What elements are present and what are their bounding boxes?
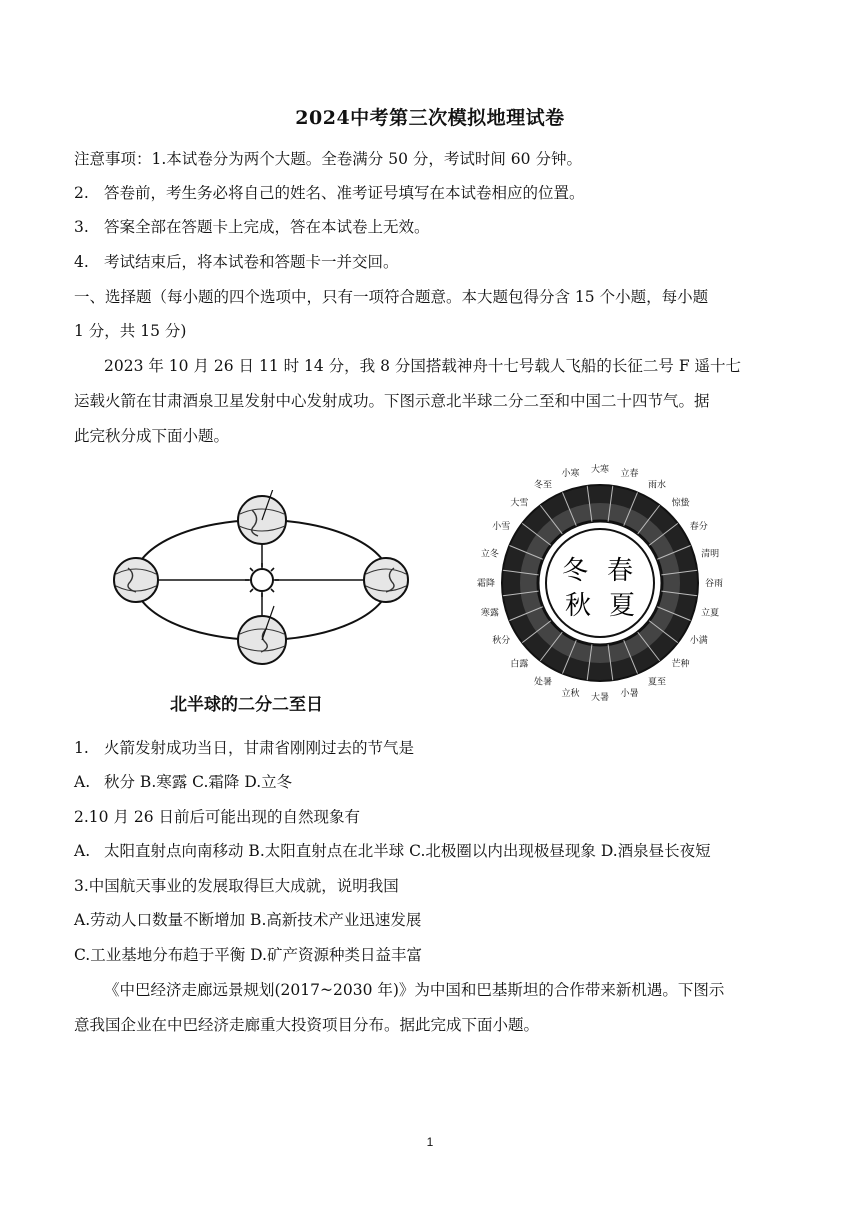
solar-term-label: 大雪 bbox=[510, 498, 529, 509]
notice-num-3: 3. bbox=[74, 218, 89, 236]
notice-num-4: 4. bbox=[74, 253, 89, 271]
q2-option-a-label: A. bbox=[74, 842, 91, 860]
section-heading-line-2: 1 分，共 15 分) bbox=[74, 322, 187, 340]
solar-term-label: 立春 bbox=[620, 468, 639, 479]
solar-term-label: 大寒 bbox=[590, 465, 610, 475]
solar-term-label: 芒种 bbox=[671, 659, 690, 670]
solar-term-label: 处暑 bbox=[533, 677, 553, 688]
solar-term-label: 小满 bbox=[689, 636, 708, 646]
figures-row bbox=[100, 452, 780, 732]
solar-term-label: 小雪 bbox=[492, 522, 511, 532]
notice-line-3 bbox=[74, 216, 430, 238]
solar-terms-wheel bbox=[470, 452, 730, 714]
orbit-diagram-caption: 北半球的二分二至日 bbox=[170, 695, 323, 715]
q3-line: 3.中国航天事业的发展取得巨大成就，说明我国 bbox=[74, 877, 399, 895]
notice-line-2 bbox=[74, 182, 585, 204]
solar-term-label: 寒露 bbox=[480, 608, 499, 619]
solar-term-label: 大暑 bbox=[590, 693, 610, 703]
solar-term-label: 立夏 bbox=[701, 608, 720, 619]
passage1-line-1: 2023 年 10 月 26 日 11 时 14 分，我 8 分国搭载神舟十七号载人飞船的长征二号 F 遥十七 bbox=[104, 357, 742, 375]
page-number: 1 bbox=[426, 1135, 434, 1149]
solar-term-label: 谷雨 bbox=[704, 579, 724, 589]
solar-term-label: 雨水 bbox=[647, 480, 667, 491]
q1-options-text: 秋分 B.寒露 C.霜降 D.立冬 bbox=[104, 773, 293, 791]
solar-term-label: 春分 bbox=[689, 522, 708, 532]
q2-line: 2.10 月 26 日前后可能出现的自然现象有 bbox=[74, 808, 361, 826]
earth-globe-top-icon bbox=[238, 490, 286, 544]
earth-globe-right-icon bbox=[364, 558, 408, 602]
q1-options bbox=[74, 771, 292, 793]
page-title: 2024中考第三次模拟地理试卷 bbox=[295, 107, 565, 129]
passage1-line-3: 此完秋分成下面小题。 bbox=[74, 427, 230, 445]
q2-options bbox=[74, 840, 711, 862]
q3-options-2: C.工业基地分布趋于平衡 D.矿产资源种类日益丰富 bbox=[74, 946, 422, 964]
notice-num-2: 2. bbox=[74, 184, 89, 202]
center-char-autumn: 秋 bbox=[564, 591, 592, 621]
solar-term-label: 白露 bbox=[510, 659, 529, 670]
q1-number: 1. bbox=[74, 739, 89, 757]
solar-term-label: 夏至 bbox=[647, 677, 667, 688]
passage2-line-2: 意我国企业在中巴经济走廊重大投资项目分布。据此完成下面小题。 bbox=[74, 1016, 540, 1034]
solar-term-label: 秋分 bbox=[492, 636, 511, 646]
solar-term-label: 霜降 bbox=[476, 579, 496, 589]
solar-term-label: 小寒 bbox=[561, 468, 580, 479]
sun-icon bbox=[245, 563, 279, 597]
center-char-winter: 冬 bbox=[561, 556, 589, 586]
center-char-summer: 夏 bbox=[608, 591, 636, 621]
notice-line-4 bbox=[74, 251, 399, 273]
earth-orbit-diagram bbox=[112, 490, 412, 680]
notice-text-4: 考试结束后，将本试卷和答题卡一并交回。 bbox=[104, 253, 399, 271]
q2-options-text: 太阳直射点向南移动 B.太阳直射点在北半球 C.北极圈以内出现极昼现象 D.酒泉昼长夜短 bbox=[104, 842, 711, 860]
q1-line bbox=[74, 737, 414, 759]
solar-term-label: 冬至 bbox=[533, 480, 553, 491]
solar-term-label: 小暑 bbox=[620, 689, 639, 700]
notice-line-1: 注意事项：1.本试卷分为两个大题。全卷满分 50 分，考试时间 60 分钟。 bbox=[74, 150, 582, 168]
q3-options-1: A.劳动人口数量不断增加 B.高新技术产业迅速发展 bbox=[74, 911, 422, 929]
solar-term-label: 惊蛰 bbox=[671, 498, 690, 509]
notice-text-2: 答卷前，考生务必将自己的姓名、准考证号填写在本试卷相应的位置。 bbox=[104, 184, 585, 202]
passage1-line-2: 运载火箭在甘肃酒泉卫星发射中心发射成功。下图示意北半球二分二至和中国二十四节气。据 bbox=[74, 392, 710, 410]
center-char-spring: 春 bbox=[606, 556, 634, 586]
section-heading-line-1: 一、选择题（每小题的四个选项中，只有一项符合题意。本大题包得分含 15 个小题，每小题 bbox=[74, 288, 709, 306]
solar-term-label: 立秋 bbox=[561, 689, 580, 700]
q1-text: 火箭发射成功当日，甘肃省刚刚过去的节气是 bbox=[104, 739, 415, 757]
q1-option-a-label: A. bbox=[74, 773, 91, 791]
solar-term-label: 清明 bbox=[701, 549, 720, 560]
notice-text-3: 答案全部在答题卡上完成，答在本试卷上无效。 bbox=[104, 218, 430, 236]
passage2-line-1: 《中巴经济走廊远景规划(2017~2030 年)》为中国和巴基斯坦的合作带来新机遇。下图示 bbox=[104, 981, 725, 999]
earth-globe-left-icon bbox=[114, 558, 158, 602]
solar-term-label: 立冬 bbox=[480, 549, 499, 560]
